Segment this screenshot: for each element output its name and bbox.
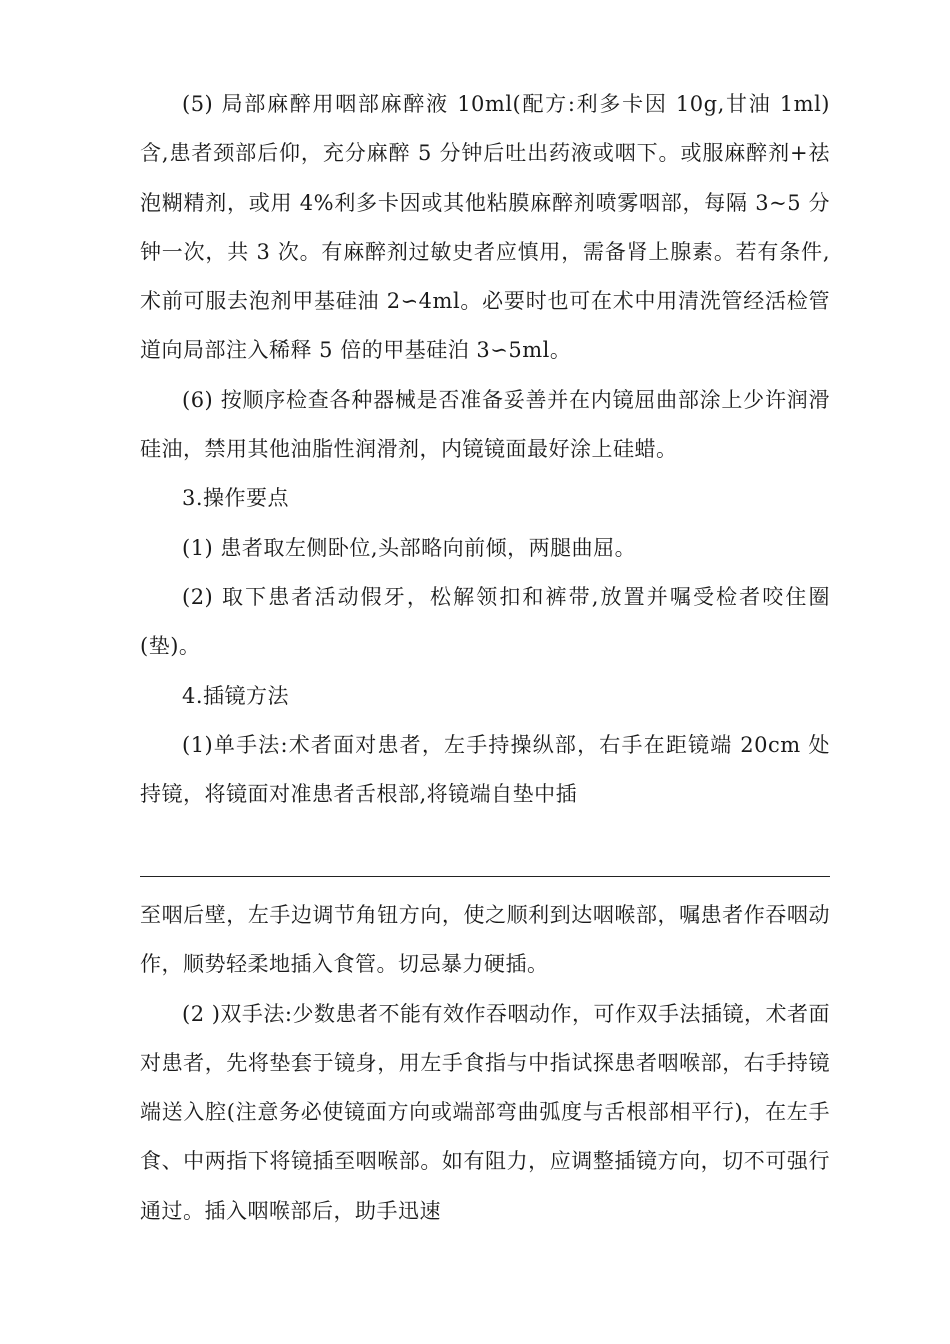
heading-operation-points: 3.操作要点	[182, 486, 290, 511]
paragraph-local-anesthesia: (5) 局部麻醉用咽部麻醉液 10ml(配方:利多卡因 10g,甘油 1ml) 含,患者颈部后仰，充分麻醉 5 分钟后吐出药液或咽下。或服麻醉剂+祛泡糊精剂，或用 4%利多卡因或其他粘膜麻醉剂喷雾咽部，每隔 3~5 分钟一次，共 3 次。有麻醉剂过敏史者应慎用，需备肾上腺素。若有条件,术前可服去泡剂甲基硅油 2∽4ml。必要时也可在术中用清洗管经活检管道向局部注入稀释 5 倍的甲基硅泊 3∽5ml。	[140, 92, 830, 363]
heading-insertion-method: 4.插镜方法	[182, 683, 290, 708]
bottom-text-block	[140, 891, 830, 1236]
paragraph-single-hand-method: (1)单手法:术者面对患者，左手持操纵部，右手在距镜端 20cm 处持镜，将镜面对准患者舌根部,将镜端自垫中插	[140, 732, 830, 807]
paragraph-continued-single-hand: 至咽后壁，左手边调节角钮方向，使之顺利到达咽喉部，嘱患者作吞咽动作，顺势轻柔地插入食管。切忌暴力硬插。	[140, 903, 830, 977]
page-divider	[140, 876, 830, 877]
paragraph-check-instruments: (6) 按顺序检查各种器械是否准备妥善并在内镜屈曲部涂上少许润滑硅油，禁用其他油脂性润滑剂，内镜镜面最好涂上硅蜡。	[140, 387, 830, 462]
paragraph-remove-dentures: (2) 取下患者活动假牙，松解领扣和裤带,放置并嘱受检者咬住圈(垫)。	[140, 584, 830, 659]
paragraph-double-hand-method: (2 )双手法:少数患者不能有效作吞咽动作，可作双手法插镜，术者面对患者，先将垫套于镜身，用左手食指与中指试探患者咽喉部，右手持镜端送入腔(注意务必使镜面方向或端部弯曲弧度与舌根部相平行)，在左手食、中两指下将镜插至咽喉部。如有阻力，应调整插镜方向，切不可强行通过。插入咽喉部后，助手迅速	[140, 1001, 830, 1223]
paragraph-patient-position: (1) 患者取左侧卧位,头部略向前倾，两腿曲屈。	[182, 535, 637, 560]
top-text-block	[140, 80, 830, 819]
